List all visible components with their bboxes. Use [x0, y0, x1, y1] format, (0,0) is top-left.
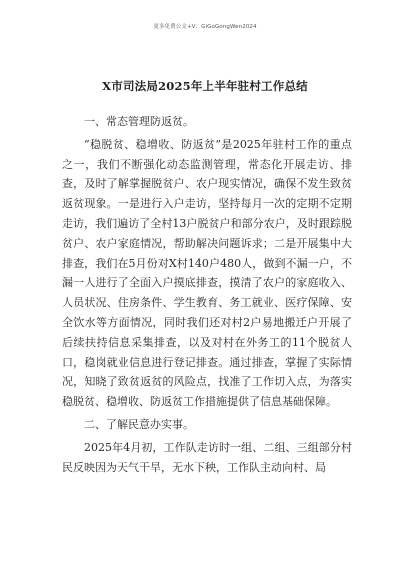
paragraph-1: “稳脱贫、稳增收、防返贫”是2025年驻村工作的重点之一，我们不断强化动态监测管理，常态化开展走访、排查，及时了解掌握脱贫户、农户现实情况，确保不发生致贫返贫现象。一是进行入户走访，坚持每月一次的定期不定期走访，我们遍访了全村13户脱贫户和部分农户，及时跟踪脱贫户、农户家庭情况，帮助解决问题诉求；二是开展集中大排查，我们在5月份对X村140户480人，做到不漏一户，不漏一人进行了全面入户摸底排查，摸清了农户的家庭收入、人员状况、住房条件、学生教育、务工就业、医疗保障、安全饮水等方面情况，同时我们还对村2户易地搬迁户开展了后续扶持信息采集排查，以及对村在外务工的11个脱贫人口，稳岗就业信息进行登记排查。通过排查，掌握了实际情况，知晓了致贫返贫的风险点，找准了工作切入点，为落实稳脱贫、稳增收、防返贫工作措施提供了信息基础保障。 — [62, 137, 352, 409]
section-heading-1: 一、常态管理防返贫。 — [84, 115, 194, 128]
paragraph-2: 2025年4月初，工作队走访时一组、二组、三组部分村民反映因为天气干旱，无水下秧，工作队主动向村、局 — [62, 440, 352, 474]
header-note: 更多免费公文+V：GiGoGongWen2024 — [153, 24, 257, 30]
document-body — [62, 112, 352, 477]
document-title: X市司法局2025年上半年驻村工作总结 — [102, 79, 308, 93]
section-heading-2: 二、了解民意办实事。 — [84, 417, 194, 431]
